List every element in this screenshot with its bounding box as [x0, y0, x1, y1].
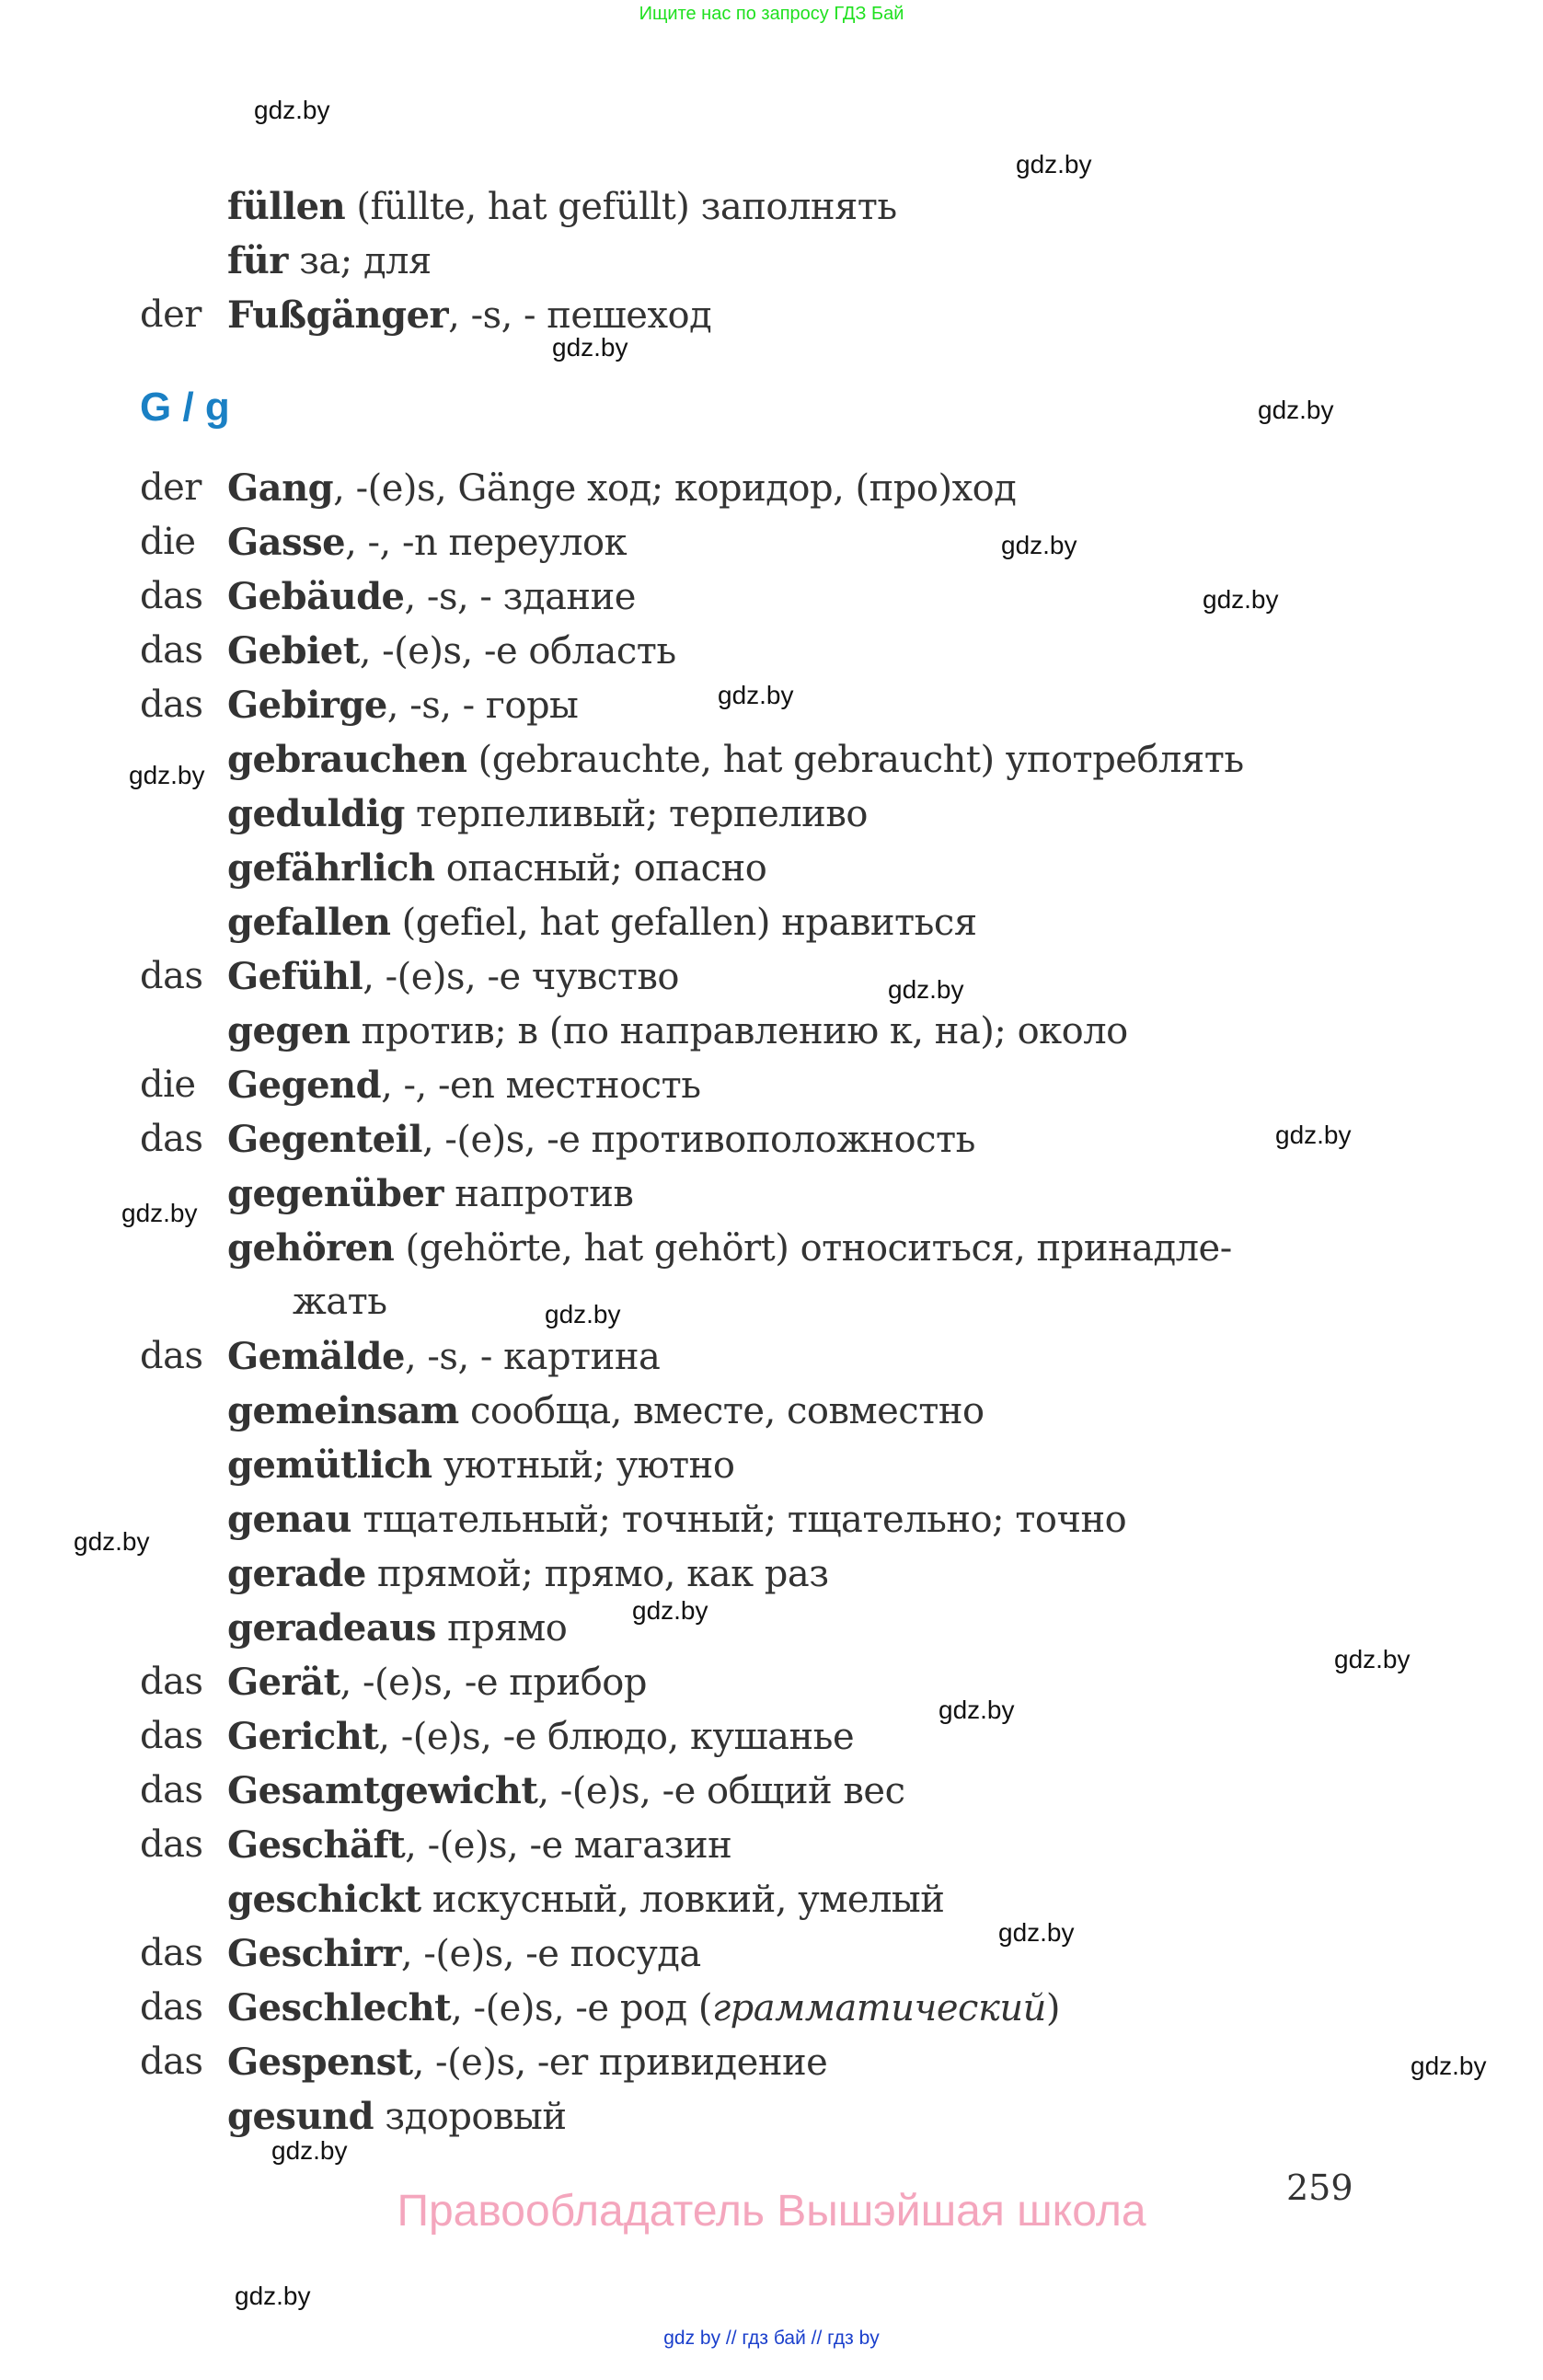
watermark: gdz.by [1275, 1121, 1352, 1149]
entry-article: das [140, 2041, 203, 2083]
entry-headword: gemeinsam [227, 1389, 459, 1432]
entry-headword: Gang [227, 466, 334, 510]
entry-headword: Gebiet [227, 629, 360, 673]
entry-article: das [140, 1932, 203, 1974]
entry-definition: прямо [435, 1607, 568, 1650]
entry-definition: , -(e)s, -e прибор [340, 1661, 647, 1704]
entry-headword: gegen [227, 1009, 351, 1052]
entry-article: das [140, 1335, 203, 1377]
entry-headword: Gespenst [227, 2041, 413, 2084]
entry-definition: опасный; опасно [434, 847, 767, 890]
watermark: gdz.by [1203, 585, 1279, 614]
entry-article: die [140, 521, 196, 563]
entry-definition: против; в (по направлению к, на); около [350, 1010, 1128, 1052]
entry-article: die [140, 1064, 196, 1106]
entry-article: das [140, 684, 203, 726]
watermark: gdz.by [632, 1596, 708, 1625]
entry-headword: genau [227, 1498, 351, 1541]
entry-article: das [140, 1986, 203, 2029]
page-number: 259 [1286, 2167, 1353, 2208]
entry-definition: тщательный; точный; тщательно; точно [351, 1499, 1127, 1541]
entry-headword: gegenüber [227, 1172, 443, 1215]
section-letter-heading: G / g [140, 385, 230, 430]
entry-headword: Gerät [227, 1661, 340, 1704]
entry-definition: , -(e)s, -e род ( [451, 1987, 712, 2029]
entry-headword: Gericht [227, 1715, 379, 1758]
entry-definition: прямой; прямо, как раз [365, 1553, 829, 1595]
watermark: gdz.by [998, 1918, 1075, 1947]
entry-article: das [140, 1661, 203, 1703]
entry-article: das [140, 629, 203, 672]
watermark: gdz.by [1334, 1645, 1411, 1673]
entry-definition: , -(e)s, -e противоположность [421, 1119, 975, 1161]
entry-headword: geschickt [227, 1878, 421, 1921]
watermark: gdz.by [938, 1696, 1015, 1724]
entry-headword: Gemälde [227, 1335, 405, 1378]
entry-headword: Fußgänger [227, 293, 449, 337]
watermark: gdz.by [121, 1199, 198, 1227]
entry-definition: (füllte, hat gefüllt) заполнять [345, 186, 897, 228]
entry-headword: Geschlecht [227, 1986, 452, 2029]
entry-headword: Gebirge [227, 684, 387, 727]
entry-definition: , -s, - горы [386, 684, 579, 727]
entry-definition-italic: грамматический [711, 1987, 1046, 2029]
entry-definition: , -(e)s, -e общий вес [537, 1770, 905, 1812]
entry-headword: Gegend [227, 1064, 382, 1107]
entry-definition: (gebrauchte, hat gebraucht) употреблять [466, 739, 1244, 781]
entry-definition: , -(e)s, -e блюдо, кушанье [378, 1716, 855, 1758]
entry-headword: gebrauchen [227, 738, 467, 781]
entry-article: das [140, 1769, 203, 1811]
entry-definition: сообща, вместе, совместно [458, 1390, 985, 1432]
entry-headword: gehören [227, 1226, 395, 1270]
entry-definition: искусный, ловкий, умелый [420, 1879, 945, 1921]
entry-definition: , -s, - здание [404, 576, 636, 618]
entry-headword: gerade [227, 1552, 366, 1595]
entry-article: der [140, 293, 202, 336]
entry-definition: , -s, - картина [404, 1336, 661, 1378]
watermark: gdz.by [254, 96, 330, 124]
watermark: gdz.by [74, 1527, 150, 1556]
entry-definition: , -(e)s, -e магазин [405, 1824, 732, 1867]
entry-headword: füllen [227, 185, 346, 228]
entry-headword: gesund [227, 2095, 374, 2138]
entry-definition: терпеливый; терпеливо [404, 793, 868, 835]
entry-definition: (gehörte, hat gehört) относиться, принадле- [394, 1227, 1232, 1270]
watermark: gdz.by [552, 333, 628, 362]
entry-headword: Gegenteil [227, 1118, 422, 1161]
entry-headword: gefährlich [227, 846, 435, 890]
watermark: gdz.by [1016, 150, 1092, 178]
entry-definition: уютный; уютно [432, 1444, 735, 1487]
watermark: gdz.by [129, 761, 205, 789]
watermark: gdz.by [1258, 396, 1334, 424]
entry-definition: жать [293, 1281, 387, 1323]
entry-article: das [140, 1823, 203, 1866]
watermark: gdz.by [235, 2282, 311, 2310]
watermark: gdz.by [545, 1300, 621, 1328]
watermark: gdz.by [271, 2136, 348, 2165]
entry-definition: напротив [443, 1173, 634, 1215]
entry-headword: gefallen [227, 901, 391, 944]
watermark: gdz.by [1411, 2052, 1487, 2080]
entry-definition: за; для [287, 240, 432, 282]
entry-article: der [140, 466, 202, 509]
entry-headword: gemütlich [227, 1443, 432, 1487]
entry-definition: , -, -en местность [381, 1064, 701, 1107]
entry-definition: , -(e)s, Gänge ход; коридор, (про)ход [333, 467, 1017, 510]
entry-headword: geduldig [227, 792, 405, 835]
entry-article: das [140, 1715, 203, 1757]
entry-definition-tail: ) [1045, 1987, 1060, 2029]
watermark: gdz.by [1001, 531, 1077, 559]
watermark: gdz.by [888, 975, 964, 1004]
entry-headword: Gesamtgewicht [227, 1769, 538, 1812]
entry-definition: , -(e)s, -e чувство [363, 956, 680, 998]
footer-links[interactable]: gdz by // гдз бай // гдз by [663, 2328, 880, 2349]
copyright-notice: Правообладатель Вышэйшая школа [397, 2187, 1146, 2236]
entry-headword: für [227, 239, 288, 282]
entry-headword: Gasse [227, 521, 346, 564]
entry-definition: , -(e)s, -er привидение [412, 2041, 828, 2084]
entry-article: das [140, 955, 203, 997]
entry-definition: здоровый [374, 2096, 567, 2138]
search-hint-banner: Ищите нас по запросу ГДЗ Бай [639, 4, 904, 24]
watermark: gdz.by [718, 681, 794, 709]
entry-definition: , -(e)s, -e посуда [400, 1933, 701, 1975]
entry-definition: , -s, - пешеход [448, 294, 712, 337]
entry-article: das [140, 1118, 203, 1160]
entry-headword: geradeaus [227, 1606, 436, 1650]
entry-headword: Gebäude [227, 575, 405, 618]
entry-article: das [140, 575, 203, 617]
entry-definition: (gefiel, hat gefallen) нравиться [390, 902, 977, 944]
entry-headword: Geschäft [227, 1823, 406, 1867]
entry-headword: Gefühl [227, 955, 363, 998]
entry-definition: , -(e)s, -e область [359, 630, 676, 673]
entry-definition: , -, -n переулок [345, 522, 628, 564]
entry-headword: Geschirr [227, 1932, 401, 1975]
